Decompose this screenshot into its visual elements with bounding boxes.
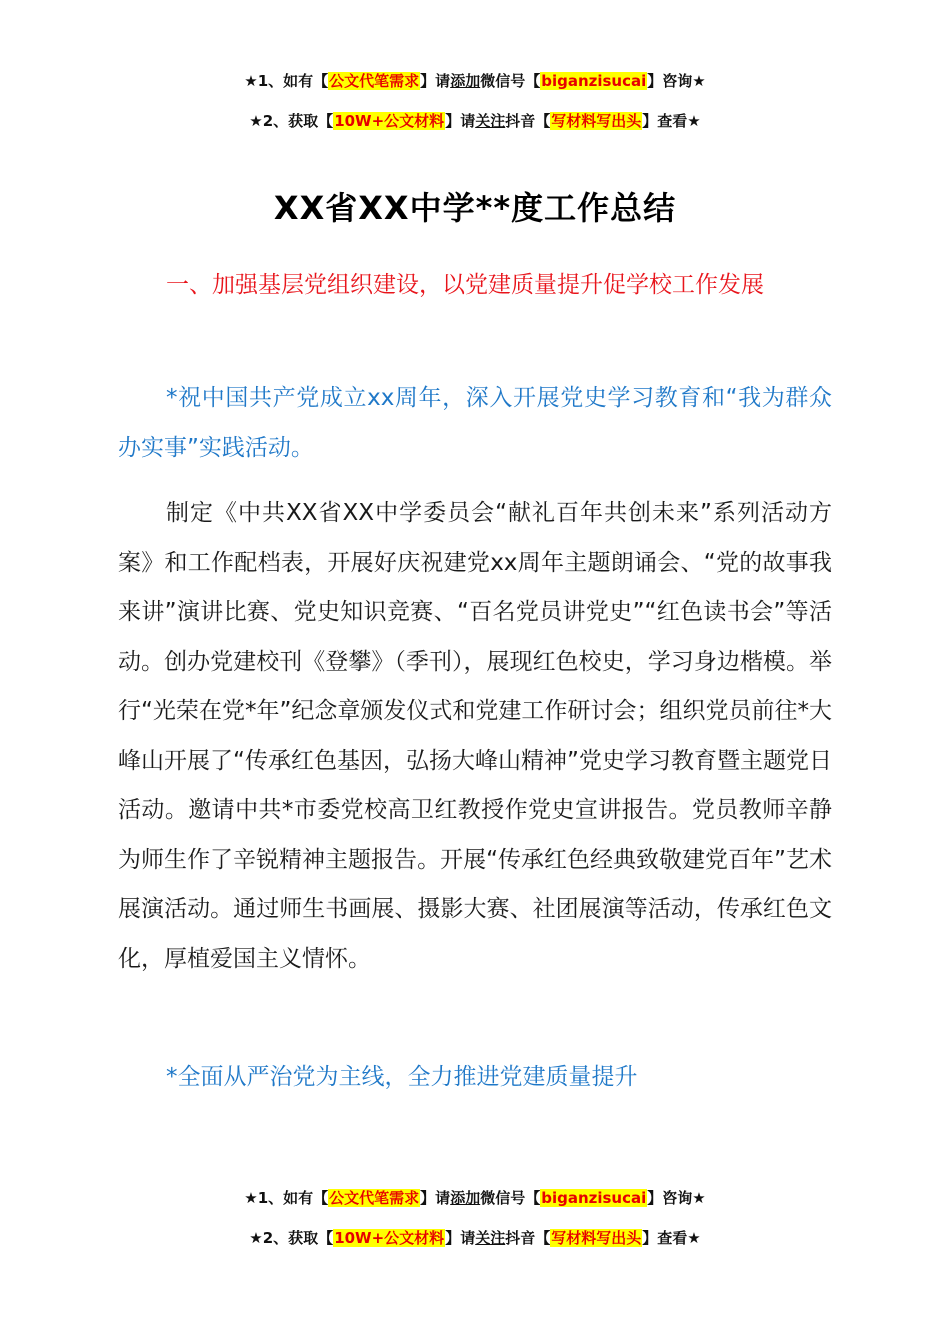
document-title: XX省XX中学**度工作总结 [273,189,677,227]
promo-line-1-top [0,70,950,92]
promo-line-2-bottom [0,1227,950,1249]
wechat-id-highlight: biganzisucai [541,1189,647,1207]
promo-text: ★2、获取【 [249,1229,334,1247]
promo-text: 抖音【 [505,1229,551,1247]
douyin-id-highlight: 写材料写出头 [551,112,642,130]
promo-text: ★1、如有【 [244,1189,329,1207]
promo-text: ★2、获取【 [249,112,334,130]
promo-line-2-top [0,110,950,132]
promo-text: 】咨询★ [647,1189,706,1207]
promo-text: 】查看★ [642,112,701,130]
promo-underline: 添加 [450,1189,481,1207]
promo-highlight: 公文代笔需求 [329,72,420,90]
promo-text: 】请 [420,72,451,90]
body-paragraph: 制定《中共XX省XX中学委员会“献礼百年共创未来”系列活动方案》和工作配档表，开展好庆祝建党xx周年主题朗诵会、“党的故事我来讲”演讲比赛、党史知识竞赛、“百名党员讲党史”“红色读书会”等活动。创办党建校刊《登攀》（季刊），展现红色校史，学习身边楷模。举行“光荣在党*年”纪念章颁发仪式和党建工作研讨会；组织党员前往*大峰山开展了“传承红色基因，弘扬大峰山精神”党史学习教育暨主题党日活动。邀请中共*市委党校高卫红教授作党史宣讲报告。党员教师辛静为师生作了辛锐精神主题报告。开展“传承红色经典致敬建党百年”艺术展演活动。通过师生书画展、摄影大赛、社团展演等活动，传承红色文化，厚植爱国主义情怀。 [118,500,832,972]
section-heading: 一、加强基层党组织建设，以党建质量提升促学校工作发展 [166,272,764,298]
promo-text: 】请 [420,1189,451,1207]
subsection-heading-2: *全面从严治党为主线，全力推进党建质量提升 [166,1064,638,1090]
promo-underline: 关注 [475,112,506,130]
promo-line-1-bottom [0,1187,950,1209]
promo-highlight: 10W+公文材料 [334,112,445,130]
promo-highlight: 公文代笔需求 [329,1189,420,1207]
promo-text: 微信号【 [480,72,541,90]
promo-underline: 添加 [450,72,481,90]
promo-text: 】咨询★ [647,72,706,90]
douyin-id-highlight: 写材料写出头 [551,1229,642,1247]
wechat-id-highlight: biganzisucai [541,72,647,90]
promo-underline: 关注 [475,1229,506,1247]
promo-text: 】请 [445,112,476,130]
promo-text: 】请 [445,1229,476,1247]
promo-highlight: 10W+公文材料 [334,1229,445,1247]
promo-text: ★1、如有【 [244,72,329,90]
promo-text: 】查看★ [642,1229,701,1247]
promo-text: 抖音【 [505,112,551,130]
subsection-heading: *祝中国共产党成立xx周年，深入开展党史学习教育和“我为群众办实事”实践活动。 [118,385,832,461]
promo-text: 微信号【 [480,1189,541,1207]
